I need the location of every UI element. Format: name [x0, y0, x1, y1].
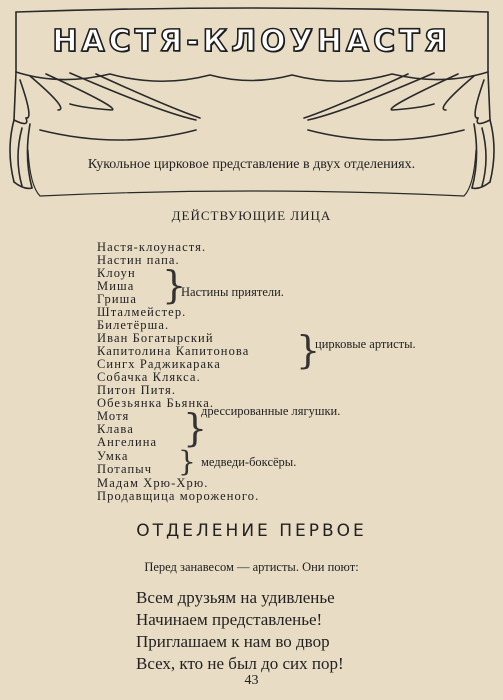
cast-item: Мотя [97, 409, 130, 423]
cast-item: Потапыч [97, 462, 153, 476]
cast-item: Иван Богатырский [97, 331, 214, 345]
curtain-header [0, 0, 503, 205]
group-label-bears: медведи-боксёры. [201, 455, 297, 469]
cast-item: Шталмейстер. [97, 305, 187, 319]
cast-item: Гриша [97, 292, 138, 306]
cast-item: Питон Питя. [97, 383, 177, 397]
cast-item: Настин папа. [97, 253, 180, 267]
cast-item: Умка [97, 449, 129, 463]
cast-item: Мадам Хрю-Хрю. [97, 476, 209, 490]
cast-item: Сингх Раджикаракa [97, 357, 221, 371]
verse-line: Всем друзьям на удивленье [136, 588, 335, 607]
cast-item: Клава [97, 422, 134, 436]
brace-friends: } [162, 263, 187, 307]
cast-item: Капитолина Капитонова [97, 344, 250, 358]
cast-item: Миша [97, 279, 135, 293]
group-label-frogs: дрессированные лягушки. [201, 404, 341, 418]
play-subtitle: Кукольное цирковое представление в двух отделениях. [87, 157, 416, 172]
cast-item: Обезьянка Бьянка. [97, 396, 215, 410]
section-title: ОТДЕЛЕНИЕ ПЕРВОЕ [136, 521, 367, 541]
brace-bears: } [178, 445, 196, 478]
cast-item: Клоун [97, 266, 136, 280]
cast-heading: ДЕЙСТВУЮЩИЕ ЛИЦА [171, 208, 332, 223]
cast-item: Настя-клоунастя. [97, 240, 207, 254]
page-number: 43 [244, 673, 259, 688]
verse-line: Начинаем представленье! [136, 610, 323, 629]
cast-item: Ангелина [97, 435, 158, 449]
verse-line: Всех, кто не был до сих пор! [136, 654, 344, 673]
song-verse [136, 587, 344, 675]
play-title: НАСТЯ-КЛОУНАСТЯ [52, 24, 451, 59]
brace-frogs: } [183, 406, 208, 450]
group-label-artists: цирковые артисты. [315, 337, 416, 351]
brace-artists: } [296, 328, 321, 372]
cast-item: Продавщица мороженого. [97, 489, 260, 503]
cast-item: Билетёрша. [97, 318, 170, 332]
stage-direction: Перед занавесом — артисты. Они поют: [144, 560, 359, 574]
group-label-friends: Настины приятели. [181, 285, 284, 299]
verse-line: Приглашаем к нам во двор [136, 632, 330, 651]
cast-item: Собачка Клякса. [97, 370, 201, 384]
